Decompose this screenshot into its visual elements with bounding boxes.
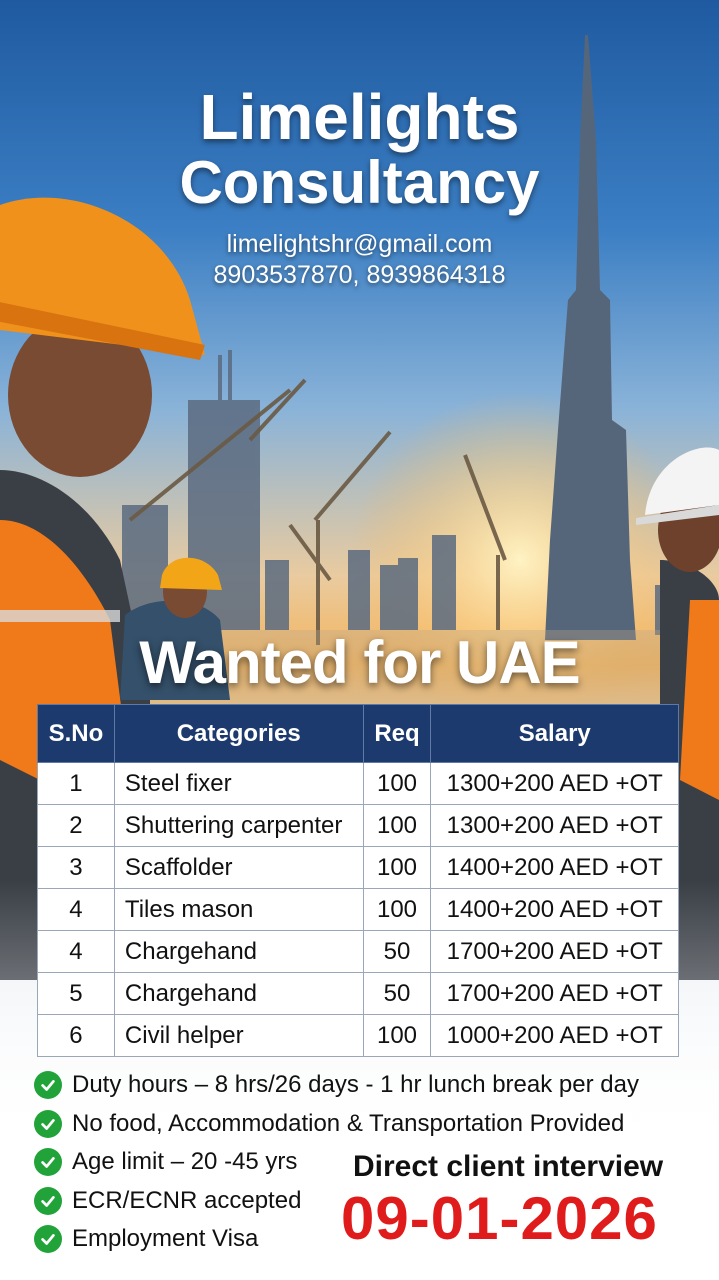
note-text: Employment Visa <box>72 1225 259 1253</box>
cell-req: 100 <box>363 763 431 805</box>
cell-sno: 2 <box>38 805 115 847</box>
cell-category: Scaffolder <box>114 847 363 889</box>
cell-salary: 1700+200 AED +OT <box>431 973 679 1015</box>
check-circle-icon <box>34 1071 62 1099</box>
cell-req: 100 <box>363 847 431 889</box>
header-sno: S.No <box>38 705 115 763</box>
cell-salary: 1400+200 AED +OT <box>431 889 679 931</box>
cell-req: 100 <box>363 1015 431 1057</box>
header-categories: Categories <box>114 705 363 763</box>
header-salary: Salary <box>431 705 679 763</box>
cell-req: 50 <box>363 973 431 1015</box>
table-row <box>38 805 679 847</box>
headline-wanted: Wanted for UAE <box>139 629 580 696</box>
note-text: Duty hours – 8 hrs/26 days - 1 hr lunch break per day <box>72 1071 639 1099</box>
cell-req: 100 <box>363 889 431 931</box>
table-row <box>38 889 679 931</box>
company-name-line2: Consultancy <box>179 149 540 216</box>
cell-salary: 1300+200 AED +OT <box>431 763 679 805</box>
cell-salary: 1700+200 AED +OT <box>431 931 679 973</box>
header-req: Req <box>363 705 431 763</box>
cell-req: 100 <box>363 805 431 847</box>
contact-email[interactable]: limelightshr@gmail.com <box>226 230 493 258</box>
cell-req: 50 <box>363 931 431 973</box>
table-row <box>38 1015 679 1057</box>
cell-sno: 5 <box>38 973 115 1015</box>
cell-category: Chargehand <box>114 973 363 1015</box>
cell-category: Tiles mason <box>114 889 363 931</box>
table-row <box>38 931 679 973</box>
cell-sno: 4 <box>38 889 115 931</box>
interview-date: 09-01-2026 <box>341 1185 658 1252</box>
interview-label: Direct client interview <box>353 1150 664 1183</box>
check-circle-icon <box>34 1225 62 1253</box>
cell-sno: 6 <box>38 1015 115 1057</box>
check-circle-icon <box>34 1148 62 1176</box>
table-row <box>38 763 679 805</box>
table-row <box>38 847 679 889</box>
cell-salary: 1400+200 AED +OT <box>431 847 679 889</box>
note-text: Age limit – 20 -45 yrs <box>72 1148 298 1176</box>
cell-salary: 1000+200 AED +OT <box>431 1015 679 1057</box>
jobs-table <box>37 704 679 1057</box>
note-text: ECR/ECNR accepted <box>72 1186 302 1214</box>
list-item <box>34 1066 639 1105</box>
cell-category: Shuttering carpenter <box>114 805 363 847</box>
table-row <box>38 973 679 1015</box>
table-header-row <box>38 705 679 763</box>
check-circle-icon <box>34 1110 62 1138</box>
check-circle-icon <box>34 1187 62 1215</box>
list-item <box>34 1105 639 1144</box>
cell-sno: 4 <box>38 931 115 973</box>
cell-category: Chargehand <box>114 931 363 973</box>
company-name-line1: Limelights <box>199 81 520 153</box>
cell-sno: 1 <box>38 763 115 805</box>
cell-salary: 1300+200 AED +OT <box>431 805 679 847</box>
contact-phones[interactable]: 8903537870, 8939864318 <box>213 261 506 289</box>
cell-sno: 3 <box>38 847 115 889</box>
cell-category: Civil helper <box>114 1015 363 1057</box>
note-text: No food, Accommodation & Transportation Provided <box>72 1109 625 1137</box>
cell-category: Steel fixer <box>114 763 363 805</box>
